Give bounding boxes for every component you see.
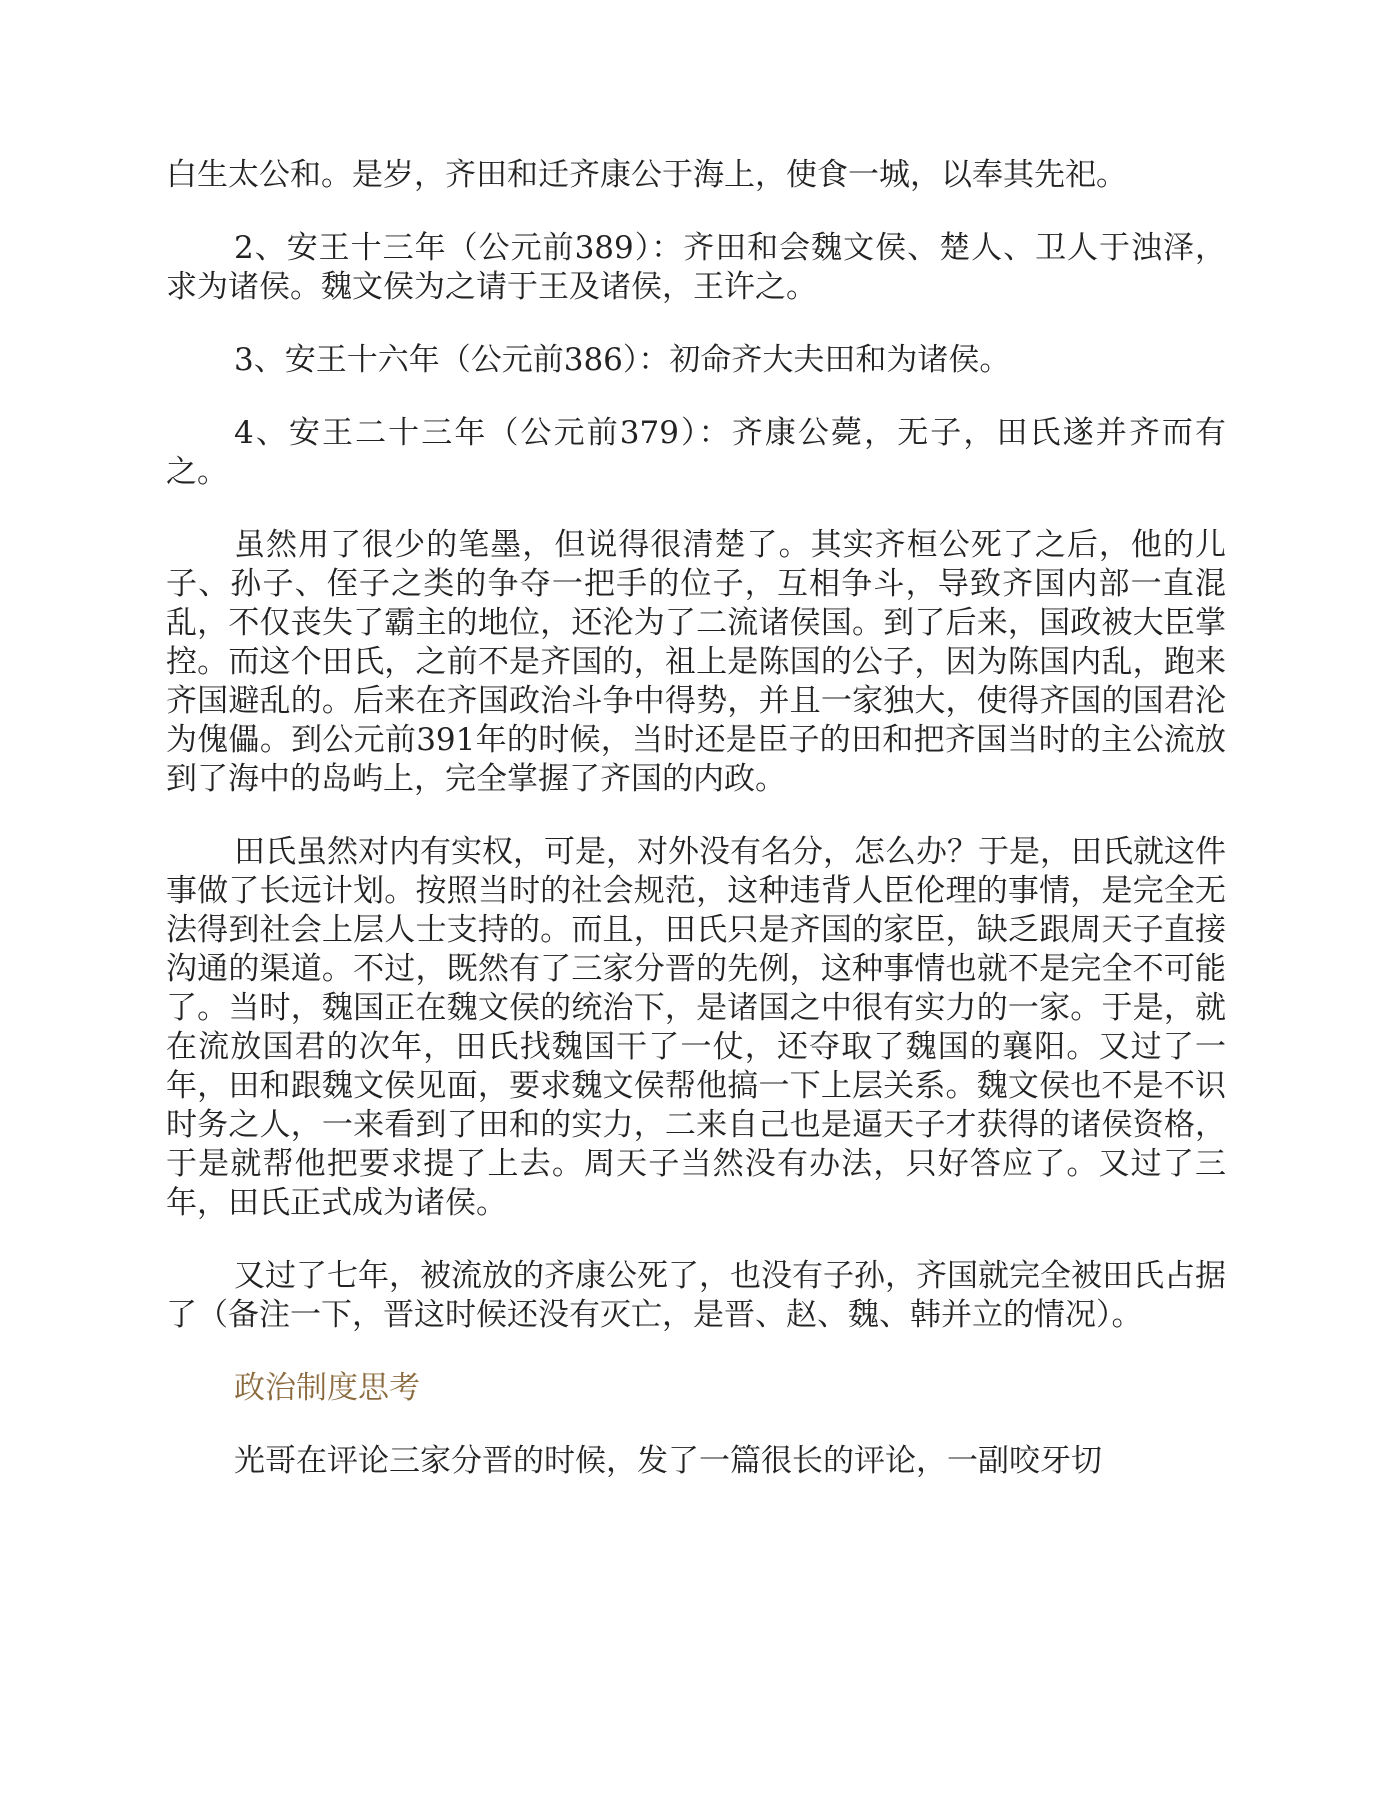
paragraph-7: 又过了七年，被流放的齐康公死了，也没有子孙，齐国就完全被田氏占据了（备注一下，晋这时候还没有灭亡，是晋、赵、魏、韩并立的情况）。 — [166, 1258, 1226, 1333]
paragraph-1: 白生太公和。是岁，齐田和迁齐康公于海上，使食一城，以奉其先祀。 — [166, 157, 1127, 193]
paragraph-final: 光哥在评论三家分晋的时候，发了一篇很长的评论，一副咬牙切 — [234, 1443, 1102, 1479]
section-heading: 政治制度思考 — [234, 1370, 420, 1406]
paragraph-4: 4、安王二十三年（公元前379）：齐康公薨，无子，田氏遂并齐而有之。 — [166, 415, 1226, 490]
paragraph-5: 虽然用了很少的笔墨，但说得很清楚了。其实齐桓公死了之后，他的儿子、孙子、侄子之类的争夺一把手的位子，互相争斗，导致齐国内部一直混乱，不仅丧失了霸主的地位，还沦为了二流诸侯国。到了后来，国政被大臣掌控。而这个田氏，之前不是齐国的，祖上是陈国的公子，因为陈国内乱，跑来齐国避乱的。后来在齐国政治斗争中得势，并且一家独大，使得齐国的国君沦为傀儡。到公元前391年的时候，当时还是臣子的田和把齐国当时的主公流放到了海中的岛屿上，完全掌握了齐国的内政。 — [166, 527, 1226, 797]
document-body — [166, 156, 1226, 1515]
paragraph-6: 田氏虽然对内有实权，可是，对外没有名分，怎么办？于是，田氏就这件事做了长远计划。按照当时的社会规范，这种违背人臣伦理的事情，是完全无法得到社会上层人士支持的。而且，田氏只是齐国的家臣，缺乏跟周天子直接沟通的渠道。不过，既然有了三家分晋的先例，这种事情也就不是完全不可能了。当时，魏国正在魏文侯的统治下，是诸国之中很有实力的一家。于是，就在流放国君的次年，田氏找魏国干了一仗，还夺取了魏国的襄阳。又过了一年，田和跟魏文侯见面，要求魏文侯帮他搞一下上层关系。魏文侯也不是不识时务之人，一来看到了田和的实力，二来自己也是逼天子才获得的诸侯资格，于是就帮他把要求提了上去。周天子当然没有办法，只好答应了。又过了三年，田氏正式成为诸侯。 — [166, 834, 1226, 1221]
paragraph-2: 2、安王十三年（公元前389）：齐田和会魏文侯、楚人、卫人于浊泽，求为诸侯。魏文侯为之请于王及诸侯，王许之。 — [166, 230, 1226, 305]
paragraph-3: 3、安王十六年（公元前386）：初命齐大夫田和为诸侯。 — [234, 342, 1011, 378]
